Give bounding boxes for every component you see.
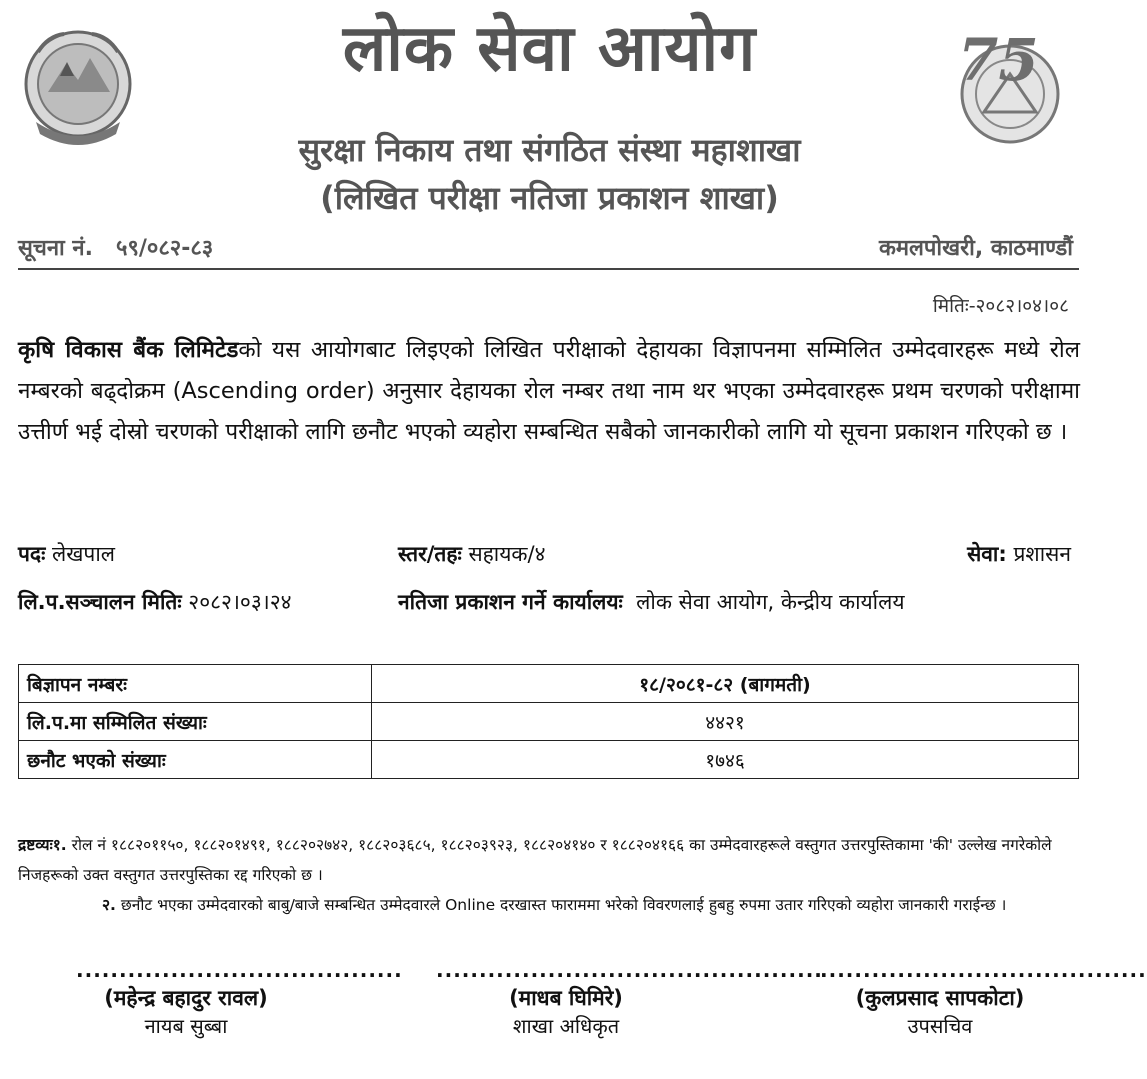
office-location: कमलपोखरी, काठमाण्डौं xyxy=(878,236,1073,261)
notice-body-text: को यस आयोगबाट लिइएको लिखित परीक्षाको देहायका विज्ञापनमा सम्मिलित उम्मेदवारहरू मध्ये रोल नम्बरको बढ्दोक्रम (Ascending order) अनुसार देहायका रोल नम्बर तथा नाम थर भएका उम्मेदवारहरू प्रथम चरणको परीक्षामा उत्तीर्ण भई दोस्रो चरणको परीक्षाको लागि छनौट भएको व्यहोरा सम्बन्धित सबैको जानकारीको लागि यो सूचना प्रकाशन गरिएको छ । xyxy=(18,337,1081,445)
advertisement-number-value: १८/२०८१-८२ (बागमती) xyxy=(372,665,1079,703)
result-office-label: नतिजा प्रकाशन गर्ने कार्यालयः xyxy=(398,590,623,614)
signatory-name: (कुलप्रसाद सापकोटा) xyxy=(855,986,1025,1010)
exam-date-field xyxy=(18,588,292,616)
notice-number: ५९/०८२-८३ xyxy=(116,236,214,261)
service-value: प्रशासन xyxy=(1013,542,1071,566)
signature-line: ...................................... xyxy=(820,958,1147,982)
participants-count-label: लि.प.मा सम्मिलित संख्याः xyxy=(19,703,372,741)
signatory-designation: नायब सुब्बा xyxy=(144,1014,228,1038)
result-office-field xyxy=(398,588,905,616)
signature-line: ............................................. xyxy=(436,958,823,982)
signature-line: ...................................... xyxy=(76,958,403,982)
note-number: १. xyxy=(52,836,67,854)
table-row xyxy=(19,703,1079,741)
level-field xyxy=(398,540,546,568)
post-field xyxy=(18,540,115,568)
notes-label: द्रष्टव्यः xyxy=(18,836,53,854)
selected-count-value: १७४६ xyxy=(372,741,1079,779)
header-divider xyxy=(18,268,1079,270)
participants-count-value: ४४२१ xyxy=(372,703,1079,741)
advertisement-table xyxy=(18,664,1079,779)
table-row xyxy=(19,741,1079,779)
service-label: सेवा: xyxy=(967,542,1007,566)
note-text: रोल नं १८८२०११५०, १८८२०१४९१, १८८२०२७४२, १८८२०३६८५, १८८२०३९२३, १८८२०४१४० र १८८२०४१६६ का उम्मेदवारहरूले वस्तुगत उत्तरपुस्तिकामा 'की' उल्लेख नगरेकोले निजहरूको उक्त वस्तुगत उत्तरपुस्तिका रद्द गरिएको छ । xyxy=(18,836,1052,884)
signatory-name: (महेन्द्र बहादुर रावल) xyxy=(104,986,268,1010)
signature-block xyxy=(820,958,1147,1039)
organization-name: कृषि विकास बैंक लिमिटेड xyxy=(18,337,239,363)
table-row xyxy=(19,665,1079,703)
exam-date-label: लि.प.सञ्चालन मितिः xyxy=(18,590,182,614)
advertisement-number-label: बिज्ञापन नम्बरः xyxy=(19,665,372,703)
page-title: लोक सेवा आयोग xyxy=(342,12,757,86)
selected-count-label: छनौट भएको संख्याः xyxy=(19,741,372,779)
note-item xyxy=(18,830,1080,890)
notice-date: मितिः-२०८२।०४।०८ xyxy=(932,295,1069,317)
signatory-name: (माधब घिमिरे) xyxy=(509,986,623,1010)
notice-body xyxy=(18,330,1080,453)
level-label: स्तर/तहः xyxy=(398,542,462,566)
service-field xyxy=(967,540,1071,568)
signature-block xyxy=(76,958,403,1039)
signature-block xyxy=(436,958,823,1039)
division-name: सुरक्षा निकाय तथा संगठित संस्था महाशाखा xyxy=(298,131,801,169)
level-value: सहायक/४ xyxy=(468,542,546,566)
notice-label: सूचना नं. xyxy=(18,236,93,261)
post-value: लेखपाल xyxy=(52,542,116,566)
note-text: छनौट भएका उम्मेदवारको बाबु/बाजे सम्बन्धित उम्मेदवारले Online दरखास्त फाराममा भरेको विवरणलाई हुबहु रुपमा उतार गरिएको व्यहोरा जानकारी गराईन्छ । xyxy=(120,896,1007,914)
note-item xyxy=(18,890,1080,920)
anniversary-number: 75 xyxy=(958,26,1039,94)
note-number: २. xyxy=(102,896,116,914)
exam-date-value: २०८२।०३।२४ xyxy=(188,590,292,614)
notes-section xyxy=(18,830,1080,920)
post-label: पदः xyxy=(18,542,46,566)
signatory-designation: शाखा अधिकृत xyxy=(512,1014,620,1038)
result-office-value: लोक सेवा आयोग, केन्द्रीय कार्यालय xyxy=(636,590,905,614)
section-name: (लिखित परीक्षा नतिजा प्रकाशन शाखा) xyxy=(320,179,779,217)
signatory-designation: उपसचिव xyxy=(907,1014,973,1038)
